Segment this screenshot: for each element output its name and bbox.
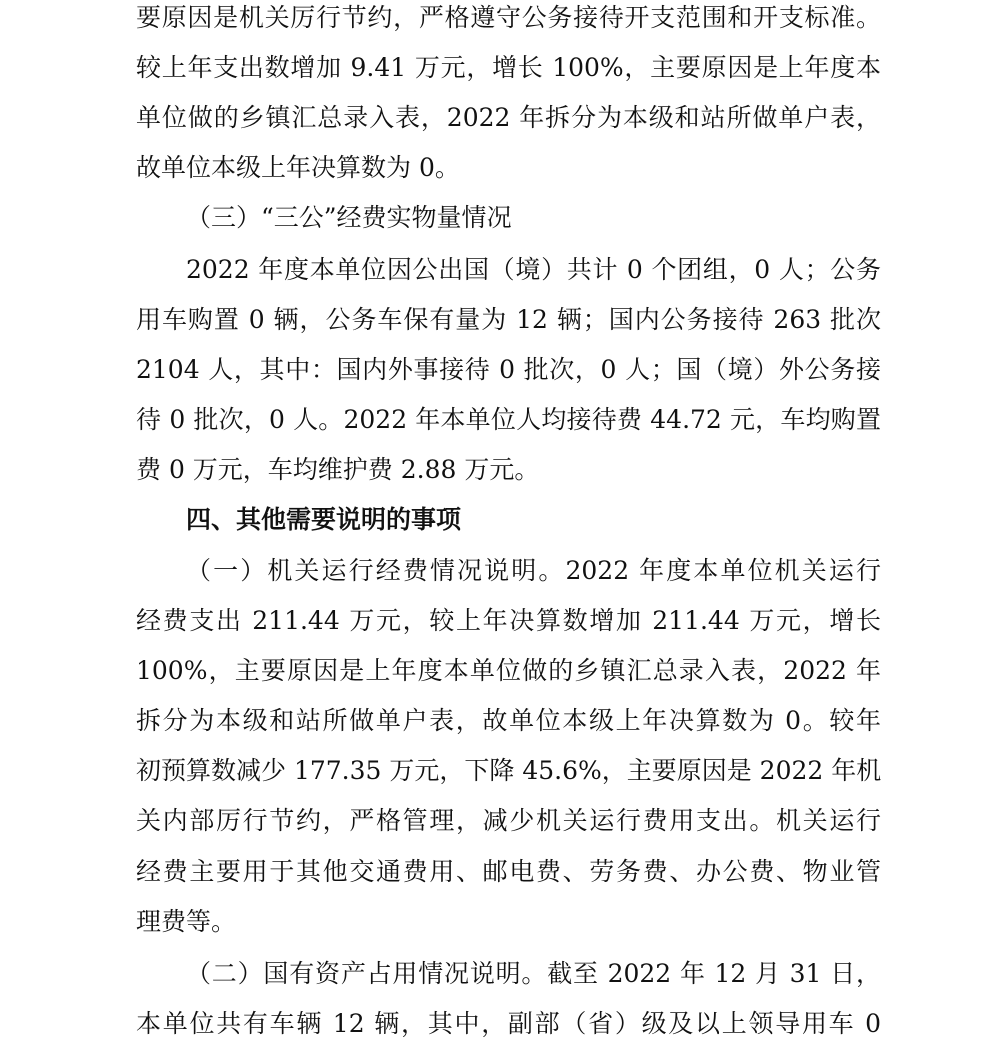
paragraph-line: 待 0 批次，0 人。2022 年本单位人均接待费 44.72 元，车均购置	[136, 405, 881, 434]
paragraph-line: 用车购置 0 辆，公务车保有量为 12 辆；国内公务接待 263 批次	[136, 305, 881, 334]
paragraph-line: 初预算数减少 177.35 万元，下降 45.6%，主要原因是 2022 年机	[136, 756, 881, 785]
paragraph-line: 经费主要用于其他交通费用、邮电费、劳务费、办公费、物业管	[136, 857, 881, 886]
paragraph-line: （二）国有资产占用情况说明。截至 2022 年 12 月 31 日，	[186, 959, 881, 988]
paragraph-line: 费 0 万元，车均维护费 2.88 万元。	[136, 455, 540, 484]
paragraph-line: 本单位共有车辆 12 辆，其中，副部（省）级及以上领导用车 0	[136, 1009, 881, 1038]
paragraph-line: 2104 人，其中：国内外事接待 0 批次，0 人；国（境）外公务接	[136, 355, 881, 384]
paragraph-line: 要原因是机关厉行节约，严格遵守公务接待开支范围和开支标准。	[136, 3, 881, 32]
paragraph-line: 100%，主要原因是上年度本单位做的乡镇汇总录入表，2022 年	[136, 656, 881, 685]
paragraph-line: 关内部厉行节约，严格管理，减少机关运行费用支出。机关运行	[136, 806, 881, 835]
paragraph-line: 2022 年度本单位因公出国（境）共计 0 个团组，0 人；公务	[186, 255, 881, 284]
paragraph-line: 故单位本级上年决算数为 0。	[136, 153, 460, 182]
section-heading: 四、其他需要说明的事项	[186, 505, 462, 534]
paragraph-line: （一）机关运行经费情况说明。2022 年度本单位机关运行	[186, 556, 881, 585]
paragraph-line: 单位做的乡镇汇总录入表，2022 年拆分为本级和站所做单户表，	[136, 103, 881, 132]
paragraph-line: 理费等。	[136, 907, 237, 936]
paragraph-line: 经费支出 211.44 万元，较上年决算数增加 211.44 万元，增长	[136, 606, 881, 635]
paragraph-line: 较上年支出数增加 9.41 万元，增长 100%，主要原因是上年度本	[136, 53, 881, 82]
section-subheading: （三）“三公”经费实物量情况	[186, 203, 512, 232]
paragraph-line: 拆分为本级和站所做单户表，故单位本级上年决算数为 0。较年	[136, 706, 881, 735]
